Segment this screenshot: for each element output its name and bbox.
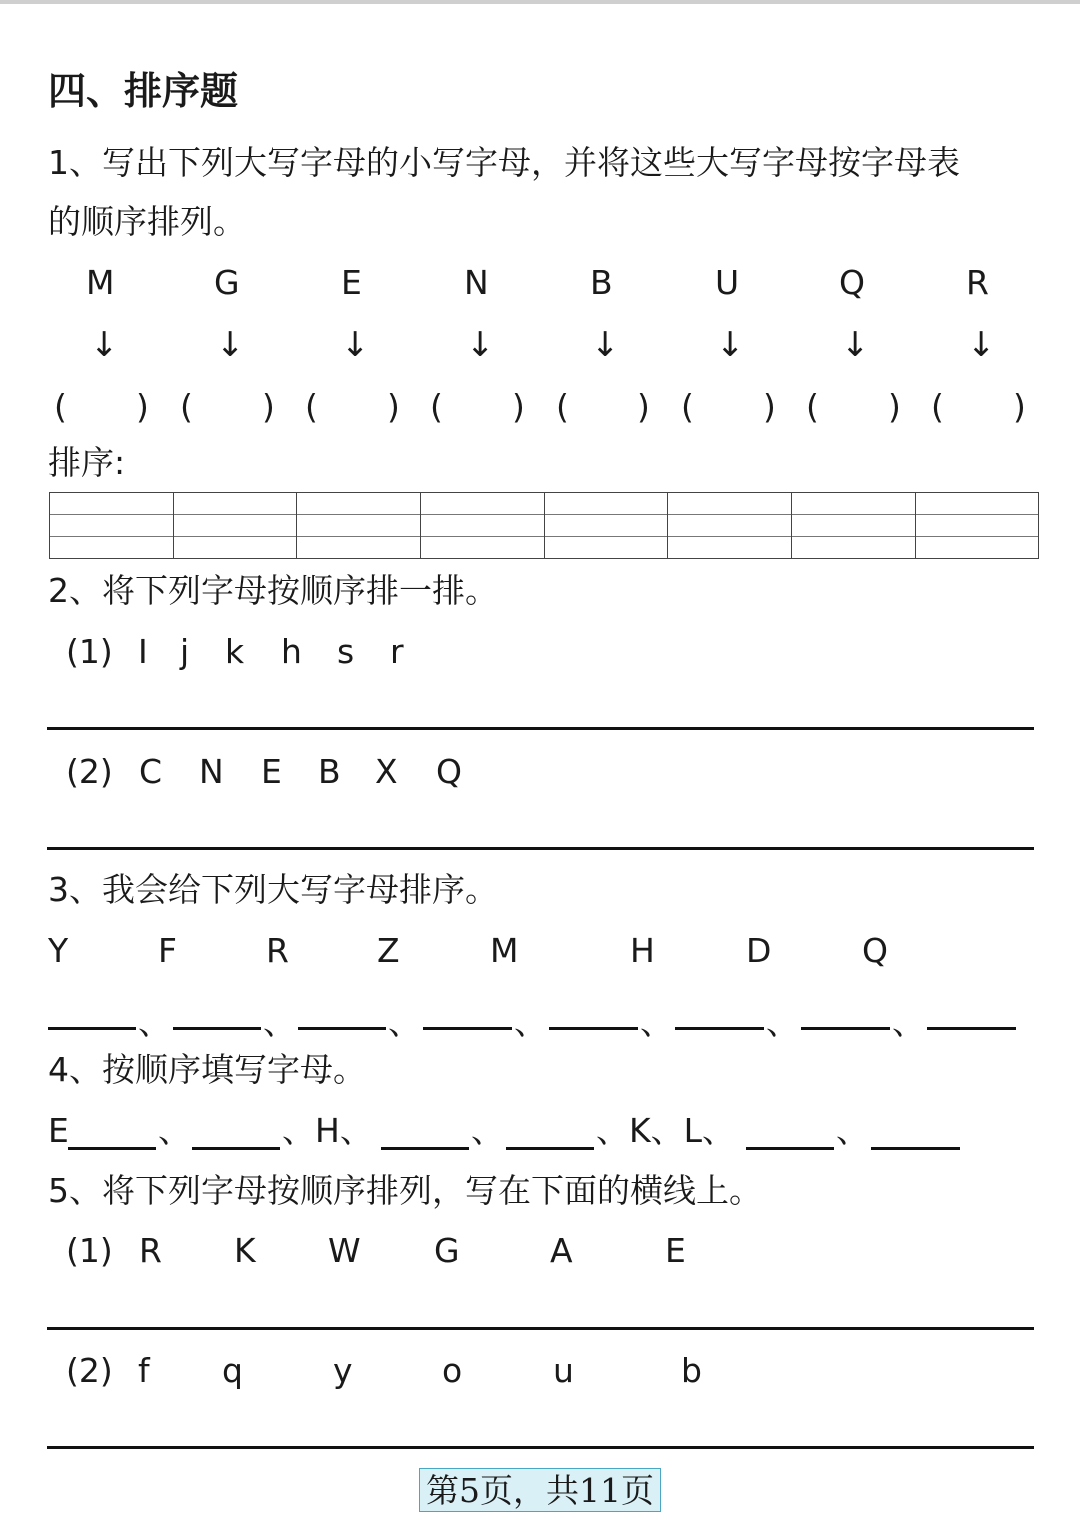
q4-blank[interactable] [192,1147,280,1150]
q3-letter: F [158,931,177,970]
q3-blank[interactable] [675,1027,764,1030]
q2-letter: C [139,752,163,791]
q2-letter: h [281,632,302,671]
paren-close: ) [763,387,776,426]
separator: 、 [892,1003,925,1042]
paren-open: ( [931,387,944,426]
q1-letter: N [464,263,489,302]
paren-open: ( [430,387,443,426]
q1-letter: E [341,263,362,302]
q2-part1-label: (1) [66,632,113,671]
down-arrow-icon: ↓ [90,325,119,365]
q1-letter: Q [839,263,865,302]
q5-part2-label: (2) [66,1351,113,1390]
down-arrow-icon: ↓ [967,325,996,365]
q3-letter: H [630,931,655,970]
paren-open: ( [806,387,819,426]
q3-letter: M [490,931,519,970]
section-title: 四、排序题 [48,69,239,113]
answer-line[interactable] [47,1446,1034,1449]
q5-letter: q [222,1351,243,1390]
q3-letter: Q [862,931,888,970]
q4-text: 、H、 [282,1111,373,1150]
q2-title: 2、将下列字母按顺序排一排。 [48,571,498,610]
q2-letter: Q [436,752,462,791]
down-arrow-icon: ↓ [466,325,495,365]
q5-letter: E [665,1231,686,1270]
q1-letter: B [590,263,613,302]
q4-title: 4、按顺序填写字母。 [48,1050,366,1089]
down-arrow-icon: ↓ [591,325,620,365]
q2-part2-label: (2) [66,752,113,791]
paren-close: ) [262,387,275,426]
answer-line[interactable] [47,1327,1034,1330]
q2-letter: k [225,632,245,671]
separator: 、 [138,1003,171,1042]
q5-letter: u [553,1351,574,1390]
q1-letter: U [715,263,740,302]
q5-letter: b [681,1351,702,1390]
paren-open: ( [305,387,318,426]
q3-letter: R [266,931,289,970]
paren-close: ) [1013,387,1026,426]
q1-letter: G [214,263,240,302]
q5-letter: K [234,1231,256,1270]
q4-text: 、 [836,1111,869,1150]
q4-blank[interactable] [746,1147,834,1150]
q3-blank[interactable] [423,1027,512,1030]
q3-blank[interactable] [927,1027,1016,1030]
q4-blank[interactable] [381,1147,469,1150]
q2-letter: B [318,752,341,791]
paren-open: ( [681,387,694,426]
q5-letter: G [434,1231,460,1270]
paren-close: ) [387,387,400,426]
q3-blank[interactable] [298,1027,386,1030]
q1-text-line1: 1、写出下列大写字母的小写字母，并将这些大写字母按字母表 [48,143,960,182]
q1-text-line2: 的顺序排列。 [48,202,246,241]
q5-letter: A [550,1231,573,1270]
q3-letter: D [746,931,772,970]
separator: 、 [388,1003,421,1042]
paren-close: ) [637,387,650,426]
q5-title: 5、将下列字母按顺序排列，写在下面的横线上。 [48,1171,762,1210]
separator: 、 [640,1003,673,1042]
q2-letter: N [199,752,224,791]
separator: 、 [766,1003,799,1042]
paren-open: ( [556,387,569,426]
q2-letter: j [180,632,190,671]
down-arrow-icon: ↓ [716,325,745,365]
q2-letter: X [375,752,398,791]
q3-blank[interactable] [801,1027,890,1030]
q5-part1-label: (1) [66,1231,113,1270]
q3-blank[interactable] [48,1027,136,1030]
paren-close: ) [888,387,901,426]
q4-blank[interactable] [68,1147,156,1150]
paren-close: ) [136,387,149,426]
q5-letter: R [139,1231,162,1270]
q2-letter: E [261,752,282,791]
q3-letter: Y [48,931,69,970]
q5-letter: y [333,1351,353,1390]
page-number: 第5页，共11页 [419,1468,661,1512]
q4-blank[interactable] [871,1147,960,1150]
down-arrow-icon: ↓ [341,325,370,365]
top-border [0,0,1080,4]
writing-grid[interactable] [49,492,1039,559]
q3-letter: Z [377,931,400,970]
q1-letter: M [86,263,115,302]
q4-blank[interactable] [506,1147,594,1150]
down-arrow-icon: ↓ [841,325,870,365]
q3-title: 3、我会给下列大写字母排序。 [48,870,498,909]
sort-label: 排序: [48,443,126,482]
q4-text: 、 [158,1111,191,1150]
q5-letter: W [328,1231,361,1270]
down-arrow-icon: ↓ [216,325,245,365]
q4-text: E [48,1111,69,1150]
answer-line[interactable] [47,727,1034,730]
separator: 、 [514,1003,547,1042]
q5-letter: o [442,1351,463,1390]
q4-text: 、K、L、 [596,1111,736,1150]
paren-open: ( [54,387,67,426]
q4-text: 、 [471,1111,504,1150]
paren-open: ( [180,387,193,426]
q3-blank[interactable] [173,1027,261,1030]
q2-letter: I [138,632,148,671]
q2-letter: s [337,632,355,671]
q3-blank[interactable] [549,1027,638,1030]
q2-letter: r [390,632,404,671]
answer-line[interactable] [47,847,1034,850]
q5-letter: f [138,1351,150,1390]
separator: 、 [263,1003,296,1042]
q1-letter: R [966,263,989,302]
paren-close: ) [512,387,525,426]
